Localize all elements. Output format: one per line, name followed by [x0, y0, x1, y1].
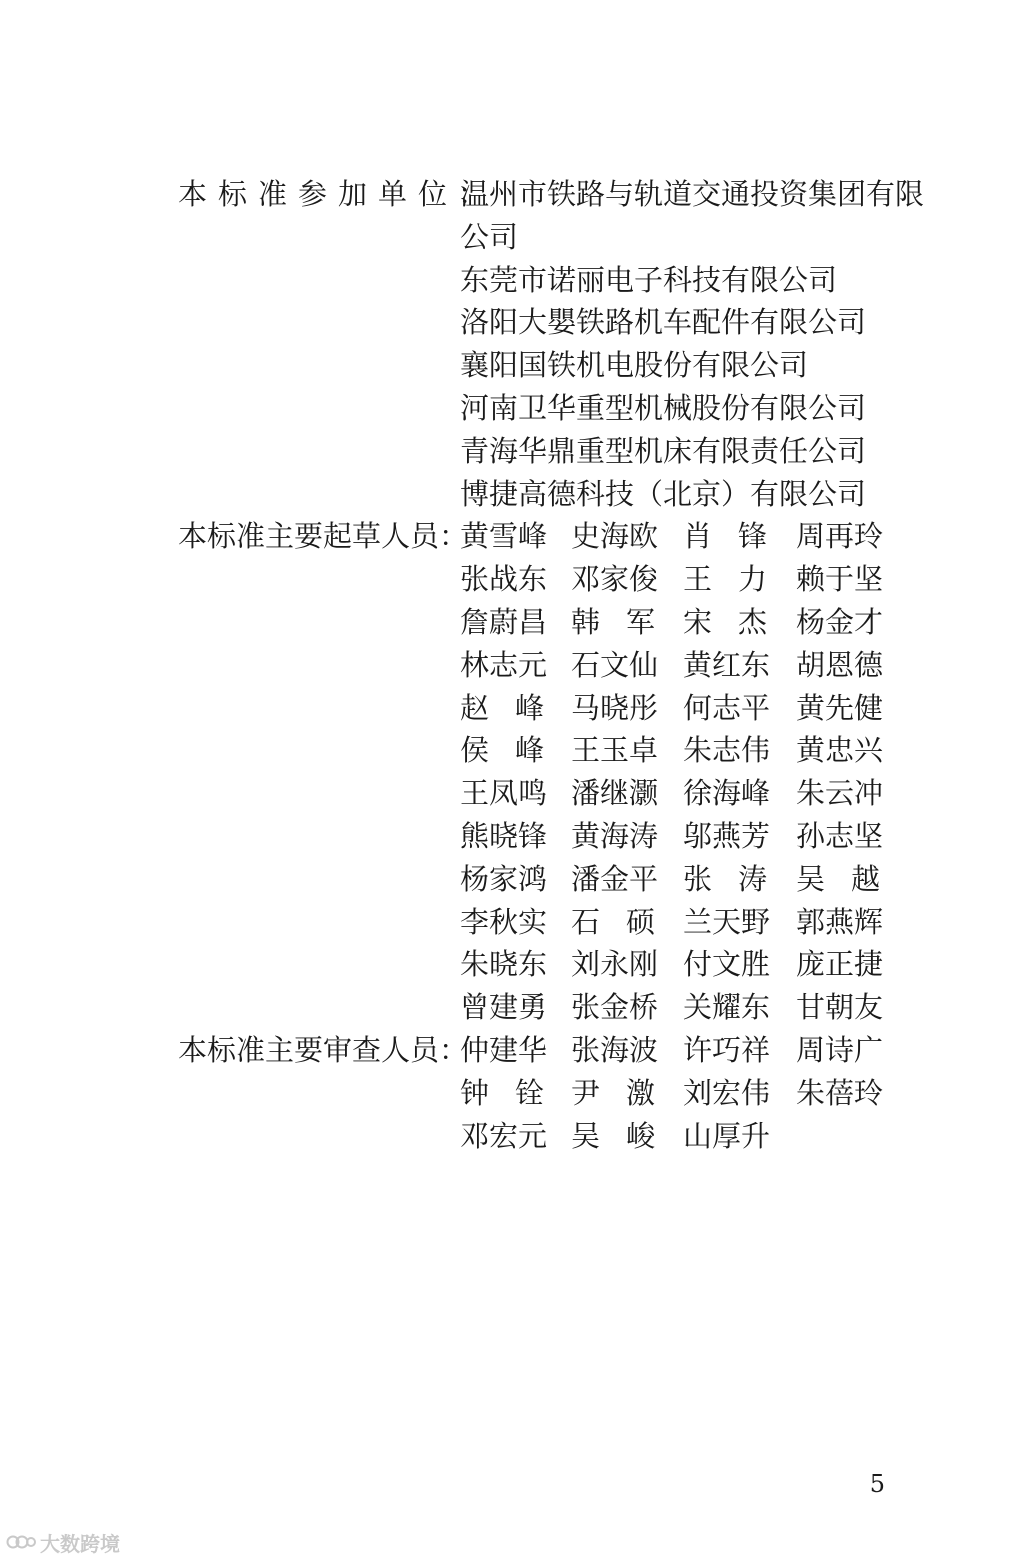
- unit-line: 东莞市诺丽电子科技有限公司: [460, 262, 838, 297]
- person-name: 周再玲: [796, 519, 884, 554]
- person-name: 朱云冲: [796, 776, 884, 811]
- participating-units-label: 本标准参加单位：: [178, 177, 499, 211]
- person-name: 林志元: [460, 647, 548, 682]
- person-name: 刘永刚: [571, 947, 659, 982]
- person-name: 朱晓东: [460, 947, 548, 982]
- unit-line: 洛阳大嬰铁路机车配件有限公司: [460, 305, 867, 340]
- person-name: 潘继灏: [571, 776, 659, 811]
- unit-line: 博捷高德科技（北京）有限公司: [460, 476, 867, 511]
- person-name: 胡恩德: [796, 647, 884, 682]
- person-name: 吴越: [796, 861, 880, 896]
- person-name: 侯峰: [460, 733, 544, 768]
- person-name: 黄忠兴: [796, 733, 884, 768]
- person-name: 王凤鸣: [460, 776, 548, 811]
- person-name: 张金桥: [571, 990, 659, 1025]
- person-name: 邓家俊: [571, 562, 659, 597]
- watermark-text: 大数跨境: [40, 1531, 120, 1556]
- person-name: 黄红东: [683, 647, 771, 682]
- person-name: 马晓彤: [571, 690, 659, 725]
- person-name: 杨家鸿: [460, 861, 548, 896]
- person-name: 肖锋: [683, 519, 767, 554]
- person-name: 赵峰: [460, 690, 544, 725]
- person-name: 潘金平: [571, 861, 659, 896]
- unit-line: 河南卫华重型机械股份有限公司: [460, 391, 867, 425]
- person-name: 关耀东: [683, 990, 771, 1025]
- person-name: 郭燕辉: [796, 904, 884, 939]
- person-name: 黄海涛: [571, 819, 659, 853]
- person-name: 李秋实: [460, 904, 548, 939]
- person-name: 黄先健: [796, 690, 884, 725]
- unit-line: 温州市铁路与轨道交通投资集团有限: [460, 177, 925, 211]
- person-name: 曾建勇: [460, 990, 548, 1025]
- person-name: 史海欧: [571, 519, 659, 554]
- person-name: 朱志伟: [683, 733, 771, 768]
- person-name: 赖于坚: [796, 562, 884, 597]
- person-name: 孙志坚: [796, 819, 884, 853]
- person-name: 仲建华: [460, 1033, 548, 1067]
- person-name: 邬燕芳: [683, 819, 771, 853]
- person-name: 杨金才: [796, 605, 884, 639]
- person-name: 山厚升: [683, 1118, 771, 1153]
- person-name: 庞正捷: [796, 947, 884, 982]
- person-name: 王玉卓: [571, 733, 659, 768]
- unit-line: 襄阳国铁机电股份有限公司: [460, 348, 809, 383]
- person-name: 詹蔚昌: [460, 605, 548, 639]
- person-name: 付文胜: [683, 947, 771, 982]
- person-name: 邓宏元: [460, 1118, 548, 1153]
- person-name: 许巧祥: [683, 1033, 771, 1067]
- person-name: 石硕: [571, 904, 655, 939]
- person-name: 何志平: [683, 690, 771, 725]
- person-name: 钟铨: [460, 1075, 544, 1110]
- person-name: 刘宏伟: [683, 1075, 771, 1110]
- page-number: 5: [869, 1470, 885, 1498]
- person-name: 宋杰: [683, 605, 767, 639]
- person-name: 张涛: [683, 861, 767, 896]
- person-name: 徐海峰: [683, 776, 771, 811]
- person-name: 甘朝友: [796, 990, 884, 1025]
- person-name: 张战东: [460, 562, 548, 597]
- logo-icon: [6, 1531, 36, 1553]
- person-name: 吴峻: [571, 1118, 655, 1153]
- watermark: [6, 1528, 120, 1556]
- unit-line: 公司: [460, 219, 519, 254]
- person-name: 韩军: [571, 605, 655, 639]
- person-name: 王力: [683, 562, 767, 597]
- person-name: 石文仙: [571, 647, 659, 682]
- main-drafters-label: 本标准主要起草人员：: [178, 519, 469, 554]
- person-name: 熊晓锋: [460, 819, 548, 853]
- person-name: 张海波: [571, 1033, 659, 1067]
- person-name: 朱蓓玲: [796, 1075, 884, 1110]
- person-name: 周诗广: [796, 1033, 884, 1067]
- person-name: 尹激: [571, 1075, 655, 1110]
- main-reviewers-label: 本标准主要审查人员：: [178, 1033, 469, 1067]
- person-name: 兰天野: [683, 904, 771, 939]
- person-name: 黄雪峰: [460, 519, 548, 554]
- unit-line: 青海华鼎重型机床有限责任公司: [460, 433, 867, 468]
